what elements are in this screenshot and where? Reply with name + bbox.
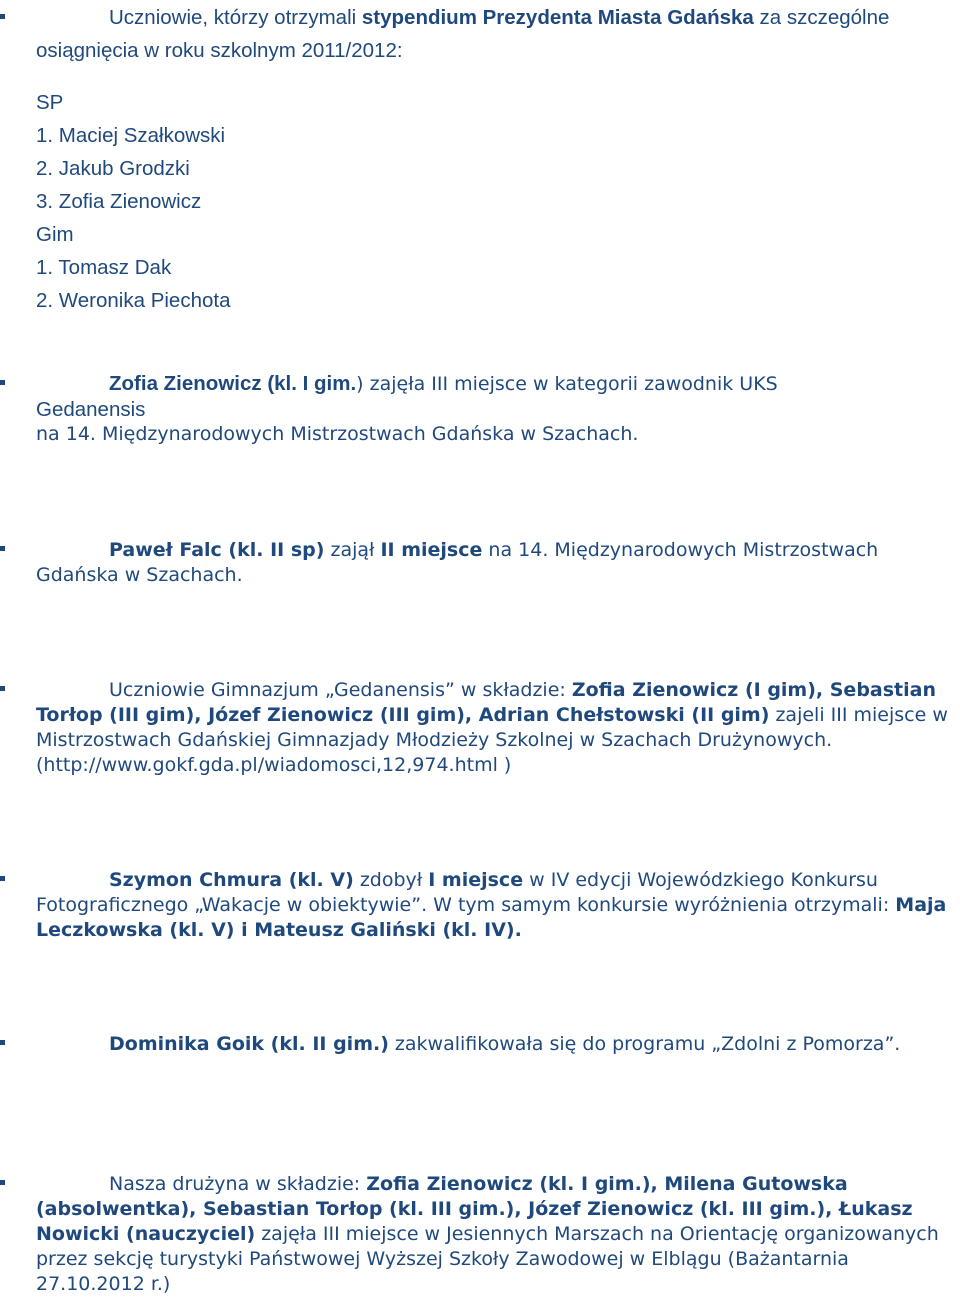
scholarship-list [36, 86, 958, 317]
entry-bold: I miejsce [428, 869, 524, 891]
entry-text: ) [356, 373, 370, 395]
entry-bold: Zofia Zienowicz (kl. I gim. [109, 372, 357, 395]
entry-text: Nasza drużyna w składzie: [109, 1173, 367, 1195]
entry-text: zajęła III miejsce w kategorii zawodnik UKS [369, 373, 778, 395]
entry-bold: Maja Leczkowska (kl. V) i Mateusz Galiński (kl. IV). [36, 894, 947, 941]
bullet-icon [0, 380, 5, 385]
intro-bold: stypendium Prezydenta Miasta Gdańska [361, 6, 754, 29]
bullet-icon [0, 686, 5, 691]
entry-bold: Dominika Goik (kl. II gim.) [109, 1033, 389, 1055]
list-item: 3. Zofia Zienowicz [36, 190, 202, 213]
bullet-icon [0, 876, 5, 881]
entry-bold: Paweł Falc (kl. II sp) [109, 539, 325, 561]
entry-text: zakwalifikowała się do programu „Zdolni z Pomorza”. [388, 1033, 901, 1055]
entry-bold: Zofia Zienowicz (I gim), Sebastian Torłop (III gim), Józef Zienowicz (III gim), Adrian Chełstowski (II gim) [36, 679, 936, 726]
entry-text: na 14. Międzynarodowych Mistrzostwach Gdańska w Szachach. [36, 423, 639, 445]
intro-paragraph [36, 1, 958, 67]
intro-text-end: za szczególne osiągnięcia w roku szkolnym 2011/2012: [36, 6, 890, 62]
entry-szymon [36, 868, 958, 943]
bullet-icon [0, 546, 5, 551]
list-item: Gim [36, 223, 74, 246]
bullet-icon [0, 1040, 5, 1045]
entry-team-orienteering [36, 1172, 958, 1297]
entry-text: zdobył [353, 869, 429, 891]
entry-text: Gedanensis [36, 398, 146, 421]
entry-bold: Zofia Zienowicz (kl. I gim.), Milena Gutowska (absolwentka), Sebastian Torłop (kl. III gim.), Józef Zienowicz (kl. III gim.), Łukasz Nowicki (nauczyciel) [36, 1173, 913, 1245]
entry-bold: Szymon Chmura (kl. V) [109, 869, 354, 891]
entry-text: zajeli III miejsce w Mistrzostwach Gdańskiej Gimnazjady Młodzieży Szkolnej w Szachach Drużynowych. (http://www.gokf.gda.pl/wiadomosci,12,974.html ) [36, 704, 948, 776]
entry-gimnazjum-team [36, 678, 958, 778]
list-item: 2. Weronika Piechota [36, 289, 231, 312]
intro-text: Uczniowie, którzy otrzymali [109, 6, 362, 29]
entry-text: zajęła III miejsce w Jesiennych Marszach na Orientację organizowanych przez sekcję turystyki Państwowej Wyższej Szkoły Zawodowej w Elblągu (Bażantarnia 27.10.2012 r.) [36, 1223, 939, 1295]
list-item: 1. Maciej Szałkowski [36, 124, 226, 147]
bullet-icon [0, 14, 5, 19]
entry-text: w IV edycji Wojewódzkiego Konkursu Fotograficznego „Wakacje w obiektywie”. W tym samym konkursie wyróżnienia otrzymali: [36, 869, 896, 916]
list-item: 1. Tomasz Dak [36, 256, 172, 279]
entry-pawel [36, 538, 958, 588]
entry-bold: II miejsce [380, 539, 483, 561]
list-item: 2. Jakub Grodzki [36, 157, 190, 180]
entry-text: Uczniowie Gimnazjum „Gedanensis” w składzie: [109, 679, 572, 701]
list-item: SP [36, 91, 64, 114]
bullet-icon [0, 1180, 5, 1185]
entry-dominika [36, 1032, 958, 1057]
entry-text: na 14. Międzynarodowych Mistrzostwach Gdańska w Szachach. [36, 539, 879, 586]
entry-text: zajął [324, 539, 381, 561]
entry-zofia [36, 371, 958, 447]
